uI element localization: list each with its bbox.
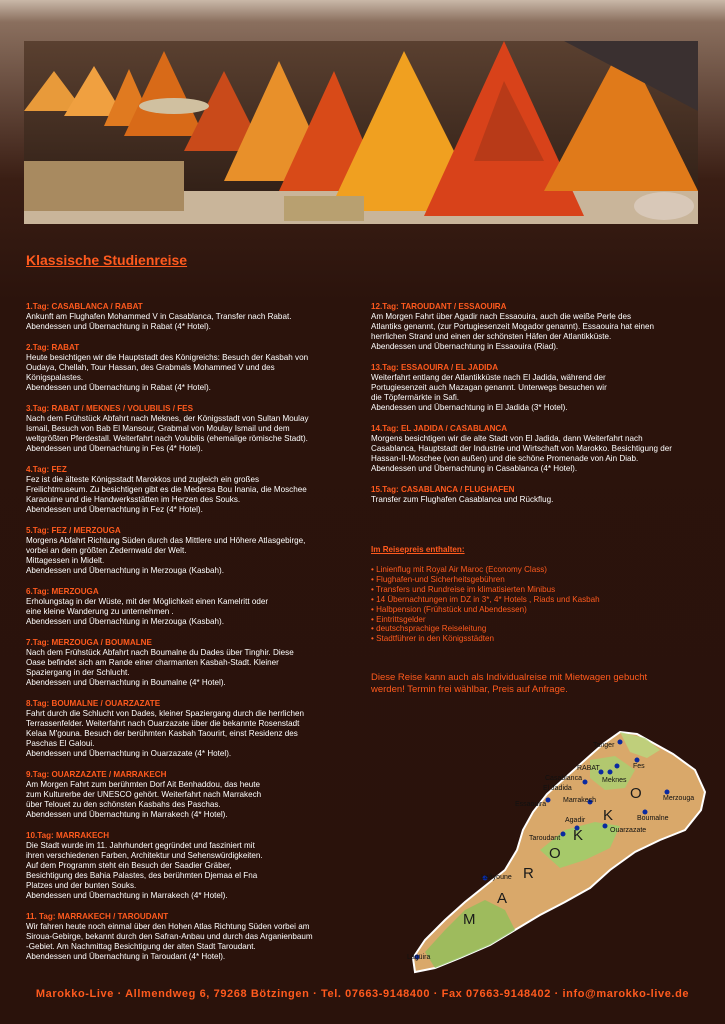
day-heading: 1.Tag: CASABLANCA / RABAT bbox=[26, 302, 143, 311]
spice-pyramids-image bbox=[24, 41, 698, 224]
city-label: Marrakech bbox=[563, 797, 597, 804]
list-item: • Halbpension (Frühstück und Abendessen) bbox=[371, 604, 527, 614]
day-text: Am Morgen Fahrt zum berühmten Dorf Ait Benhaddou, das heute zum Kulturerbe der UNESCO gehört. Weiterfahrt nach Marrakech über Telouet zu den schönsten Kasbahs des Paschas. Abendessen und Übernachtung in Marrakech (4* Hotel). bbox=[26, 780, 262, 819]
country-letter: M bbox=[463, 911, 478, 928]
day-entry bbox=[371, 363, 701, 413]
country-letter: R bbox=[523, 865, 536, 882]
city-label: Tanger bbox=[593, 742, 615, 749]
morocco-route-map bbox=[405, 730, 707, 974]
day-heading: 11. Tag: MARRAKECH / TAROUDANT bbox=[26, 912, 169, 921]
day-text: Nach dem Frühstück Abfahrt nach Boumalne du Dades über Tinghir. Diese Oase befindet sich am Rande einer charmanten Kasbah-Stadt. Kleiner Spaziergang in der Schlucht. Abendessen und Übernachtung in Boumalne (4* Hotel). bbox=[26, 648, 294, 687]
day-heading: 8.Tag: BOUMALNE / OUARZAZATE bbox=[26, 699, 161, 708]
day-entry bbox=[26, 302, 336, 332]
day-entry bbox=[26, 912, 336, 962]
list-item: • Transfers und Rundreise im klimatisierten Minibus bbox=[371, 584, 556, 594]
page-title: Klassische Studienreise bbox=[26, 252, 188, 268]
day-text: Morgens besichtigen wir die alte Stadt von El Jadida, dann Weiterfahrt nach Casablanca, Hauptstadt der Industrie und Wirtschaft von Marokko. Besichtigung der Hassan-II-Moschee (von außen) und die schöne Promenade von Ain Diab. Abendessen und Übernachtung in Casablanca (4* Hotel). bbox=[371, 434, 672, 473]
country-letter: O bbox=[630, 785, 644, 802]
city-label: RABAT bbox=[577, 765, 600, 772]
itinerary-right-column bbox=[371, 302, 701, 696]
day-text: Fahrt durch die Schlucht von Dades, kleiner Spaziergang durch die herrlichen Terrassenfelder. Weiterfahrt nach Ouarzazate über die bekannte Rosenstadt Kelaa M'gouna. Besuch der berühmten Kasbah Taourirt, einst Residenz des Paschas El Galoui. Abendessen und Übernachtung in Ouarzazate (4* Hotel). bbox=[26, 709, 305, 758]
city-label: Fes bbox=[633, 763, 645, 770]
footer-contact: Marokko-Live · Allmendweg 6, 79268 Bötzingen · Tel. 07663-9148400 · Fax 07663-9148402 · info@marokko-live.de bbox=[35, 988, 690, 1000]
day-entry bbox=[26, 587, 336, 627]
included-heading: Im Reisepreis enthalten: bbox=[371, 545, 465, 554]
day-text: Am Morgen Fahrt über Agadir nach Essaouira, auch die weiße Perle des Atlantiks genannt, (zur Portugiesenzeit Mogador genannt). Essaouira hat einen herrlichen Strand und einen der schönsten Häfen der Atlantikküste. Abendessen und Übernachtung in Essaouira (Riad). bbox=[371, 312, 655, 351]
individual-travel-note: Diese Reise kann auch als Individualreise mit Mietwagen gebucht werden! Termin frei wählbar, Preis auf Anfrage. bbox=[371, 672, 648, 696]
day-text: Morgens Abfahrt Richtung Süden durch das Mittlere und Höhere Atlasgebirge, vorbei an dem größten Zedernwald der Welt. Mittagessen in Midelt. Abendessen und Übernachtung in Merzouga (Kasbah). bbox=[26, 536, 306, 575]
city-label: Essaouira bbox=[515, 801, 547, 808]
city-label: Laâyoune bbox=[481, 874, 512, 881]
spice-market-photo bbox=[24, 41, 698, 224]
day-text: Heute besichtigen wir die Hauptstadt des Königreichs: Besuch der Kasbah von Oudaya, Chellah, Tour Hassan, des Grabmals Mohammed V und des Königspalastes. Abendessen und Übernachtung in Rabat (4* Hotel). bbox=[26, 353, 309, 392]
list-item: • Stadtführer in den Königsstädten bbox=[371, 634, 494, 644]
country-letter: O bbox=[549, 845, 563, 862]
day-heading: 6.Tag: MERZOUGA bbox=[26, 587, 99, 596]
day-heading: 5.Tag: FEZ / MERZOUGA bbox=[26, 526, 121, 535]
morocco-map-graphic bbox=[405, 730, 707, 974]
day-entry bbox=[26, 770, 336, 820]
country-letter: A bbox=[497, 890, 510, 907]
day-entry bbox=[26, 699, 336, 759]
day-entry bbox=[371, 302, 701, 352]
city-label: Merzouga bbox=[663, 795, 695, 802]
itinerary-left-column bbox=[26, 302, 336, 973]
list-item: • Flughafen-und Sicherheitsgebühren bbox=[371, 574, 505, 584]
day-heading: 4.Tag: FEZ bbox=[26, 465, 67, 474]
city-label: Taroudant bbox=[529, 835, 561, 842]
included-list bbox=[371, 565, 701, 644]
city-label: Ouarzazate bbox=[610, 827, 647, 834]
day-entry bbox=[26, 638, 336, 688]
day-text: Ankunft am Flughafen Mohammed V in Casablanca, Transfer nach Rabat. Abendessen und Übernachtung in Rabat (4* Hotel). bbox=[26, 312, 292, 331]
day-entry bbox=[26, 404, 336, 454]
list-item: • deutschsprachige Reiseleitung bbox=[371, 624, 487, 634]
day-text: Nach dem Frühstück Abfahrt nach Meknes, der Königsstadt von Sultan Moulay Ismail, Besuch von Bab El Mansour, Grabmal von Moulay Ismail und dem weltgrößten Pferdestall. Weiterfahrt nach Volubilis (ehemalige römische Stadt). Abendessen und Übernachtung in Fes (4* Hotel). bbox=[26, 414, 309, 453]
list-item: • Eintrittsgelder bbox=[371, 614, 426, 624]
city-label: Lagüira bbox=[407, 954, 431, 961]
day-text: Transfer zum Flughafen Casablanca und Rückflug. bbox=[371, 495, 554, 504]
day-heading: 12.Tag: TAROUDANT / ESSAOUIRA bbox=[371, 302, 507, 311]
country-letter: K bbox=[573, 827, 586, 844]
day-heading: 9.Tag: OUARZAZATE / MARRAKECH bbox=[26, 770, 167, 779]
day-entry bbox=[26, 526, 336, 576]
day-heading: 3.Tag: RABAT / MEKNES / VOLUBILIS / FES bbox=[26, 404, 193, 413]
day-heading: 13.Tag: ESSAOUIRA / EL JADIDA bbox=[371, 363, 499, 372]
day-entry bbox=[371, 485, 701, 505]
day-text: Wir fahren heute noch einmal über den Hohen Atlas Richtung Süden vorbei am Siroua-Gebirge, bekannt durch den Safran-Anbau und durch das Arganienbaum -Gebiet. Am Nachmittag Besichtigung der alten Stadt Taroudant. Abendessen und Übernachtung in Taroudant (4* Hotel). bbox=[26, 922, 313, 961]
day-text: Weiterfahrt entlang der Atlantikküste nach El Jadida, während der Portugiesenzeit auch Mazagan genannt. Unterwegs besuchen wir die Töpfermärkte in Safi. Abendessen und Übernachtung in El Jadida (3* Hotel). bbox=[371, 373, 607, 412]
day-text: Fez ist die älteste Königsstadt Marokkos und zugleich ein großes Freilichtmuseum. Zu besichtigen gibt es die Medersa Bou Inania, die Moschee Karaouine und die Handwerksstätten im Herzen des Souks. Abendessen und Übernachtung in Fez (4* Hotel). bbox=[26, 475, 307, 514]
city-label: Agadir bbox=[565, 817, 586, 824]
day-entry bbox=[371, 424, 701, 474]
city-label: Meknes bbox=[602, 777, 627, 784]
day-heading: 10.Tag: MARRAKECH bbox=[26, 831, 110, 840]
city-label: El Jadida bbox=[543, 785, 572, 792]
day-entry bbox=[26, 465, 336, 515]
day-heading: 14.Tag: EL JADIDA / CASABLANCA bbox=[371, 424, 508, 433]
day-heading: 15.Tag: CASABLANCA / FLUGHAFEN bbox=[371, 485, 515, 494]
city-label: Boumalne bbox=[637, 815, 669, 822]
day-heading: 7.Tag: MERZOUGA / BOUMALNE bbox=[26, 638, 152, 647]
list-item: • 14 Übernachtungen im DZ in 3*, 4* Hotels , Riads und Kasbah bbox=[371, 594, 600, 604]
day-text: Erholungstag in der Wüste, mit der Möglichkeit einen Kamelritt oder eine kleine Wanderung zu unternehmen . Abendessen und Übernachtung in Merzouga (Kasbah). bbox=[26, 597, 269, 626]
day-heading: 2.Tag: RABAT bbox=[26, 343, 80, 352]
list-item: • Linienflug mit Royal Air Maroc (Economy Class) bbox=[371, 565, 548, 574]
country-letter: K bbox=[603, 807, 616, 824]
day-entry bbox=[26, 831, 336, 901]
day-text: Die Stadt wurde im 11. Jahrhundert gegründet und fasziniert mit ihren verschiedenen Farben, Architektur und Sehenswürdigkeiten. Auf dem Programm steht ein Besuch der Saadier Gräber, Besichtigung des Bahia Palastes, des berühmten Djemaa el Fna Platzes und der bunten Souks. Abendessen und Übernachtung in Marrakech (4* Hotel). bbox=[26, 841, 263, 900]
day-entry bbox=[26, 343, 336, 393]
city-label: Casablanca bbox=[545, 775, 582, 782]
